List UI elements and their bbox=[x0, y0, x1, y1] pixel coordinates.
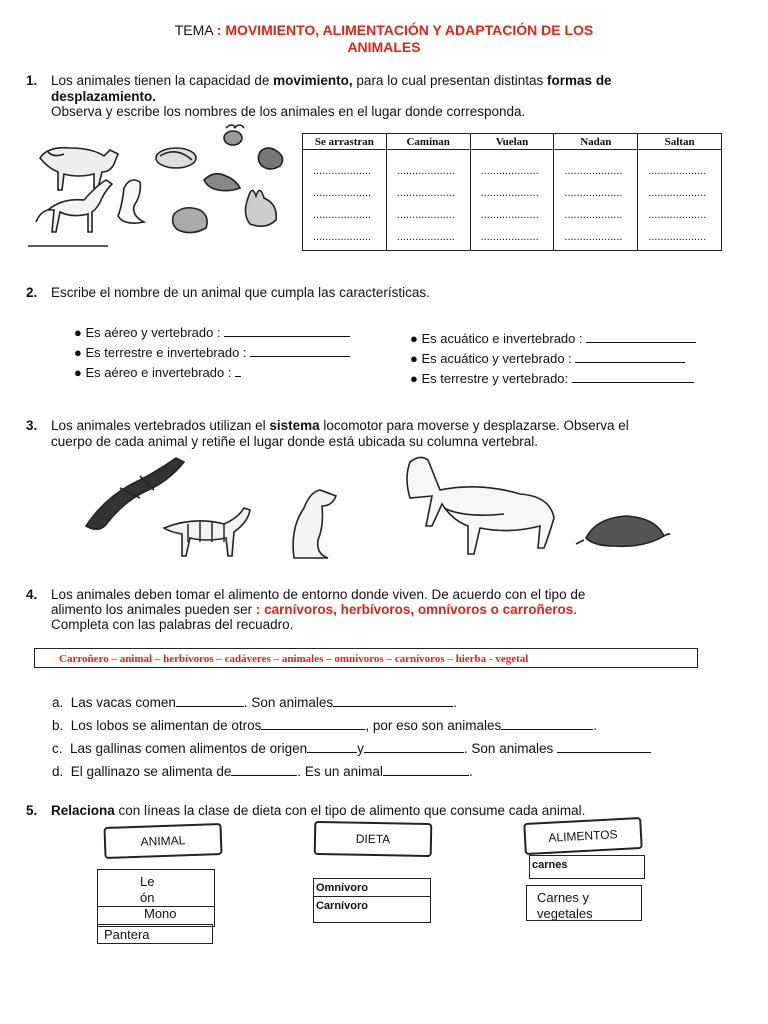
answer-cell-se-arrastran[interactable]: ................... ................... ................... ................... bbox=[303, 150, 387, 251]
q5-text: Relaciona con líneas la clase de dieta con el tipo de alimento que consume cada animal. bbox=[51, 803, 586, 818]
answer-cell-nadan[interactable]: ................... ................... ................... ................... bbox=[554, 150, 638, 251]
q4-item-d: d. El gallinazo se alimenta de . Es un animal . bbox=[52, 764, 473, 779]
animals-movement-illustration bbox=[28, 118, 300, 252]
answer-line[interactable] bbox=[224, 324, 350, 337]
animal-leon-part1: Le bbox=[140, 874, 155, 889]
q4-item-a: a. Las vacas comen . Son animales . bbox=[52, 695, 457, 710]
animal-pantera[interactable]: Pantera bbox=[97, 924, 213, 944]
header-alimentos: ALIMENTOS bbox=[523, 817, 643, 855]
q1-instruction: Observa y escribe los nombres de los animales en el lugar donde corresponda. bbox=[51, 104, 526, 119]
answer-line[interactable] bbox=[586, 330, 696, 343]
movement-table-header bbox=[303, 134, 722, 150]
header-animal: ANIMAL bbox=[103, 823, 222, 859]
answer-line[interactable] bbox=[176, 694, 244, 707]
title-line2: ANIMALES bbox=[347, 39, 421, 55]
page-title bbox=[0, 22, 768, 56]
answer-line[interactable] bbox=[557, 740, 651, 753]
answer-line[interactable] bbox=[307, 740, 357, 753]
movement-table bbox=[302, 133, 722, 251]
answer-line[interactable] bbox=[333, 694, 453, 707]
q2-item-left-3: ● Es aéreo e invertebrado : bbox=[74, 364, 241, 381]
q4-item-b: b. Los lobos se alimentan de otros , por eso son animales . bbox=[52, 718, 597, 733]
movement-table-body bbox=[303, 150, 722, 251]
animal-mono: Mono bbox=[144, 906, 177, 921]
q2-item-right-2: ● Es acuático y vertebrado : bbox=[410, 350, 685, 367]
answer-line[interactable] bbox=[231, 763, 297, 776]
col-nadan: Nadan bbox=[554, 134, 638, 150]
answer-cell-vuelan[interactable]: ................... ................... ................... ................... bbox=[470, 150, 554, 251]
animal-box[interactable] bbox=[97, 869, 215, 927]
dieta-carnivoro[interactable]: Carnívoro bbox=[313, 896, 431, 923]
answer-line[interactable] bbox=[235, 364, 241, 377]
q1-number: 1. bbox=[26, 73, 38, 88]
title-prefix: TEMA bbox=[174, 22, 217, 38]
q3-text-line2: cuerpo de cada animal y retiñe el lugar donde está ubicada su columna vertebral. bbox=[51, 434, 539, 449]
q2-item-left-2: ● Es terrestre e invertebrado : bbox=[74, 344, 350, 361]
answer-line[interactable] bbox=[501, 717, 593, 730]
q5-number: 5. bbox=[26, 803, 38, 818]
col-saltan: Saltan bbox=[638, 134, 722, 150]
q4-item-c: c. Las gallinas comen alimentos de origen y . Son animales bbox=[52, 740, 651, 757]
col-vuelan: Vuelan bbox=[470, 134, 554, 150]
answer-cell-caminan[interactable]: ................... ................... ................... ................... bbox=[386, 150, 470, 251]
answer-line[interactable] bbox=[383, 763, 469, 776]
vertebrate-animals-illustration bbox=[80, 448, 670, 568]
answer-cell-saltan[interactable]: ................... ................... ................... ................... bbox=[638, 150, 722, 251]
q3-number: 3. bbox=[26, 418, 38, 433]
answer-line[interactable] bbox=[364, 740, 464, 753]
q2-item-right-3: ● Es terrestre y vertebrado: bbox=[410, 370, 694, 387]
q3-text: Los animales vertebrados utilizan el sistema locomotor para moverse y desplazarse. Observa el bbox=[51, 418, 629, 433]
title-line1: MOVIMIENTO, ALIMENTACIÓN Y ADAPTACIÓN DE LOS bbox=[225, 22, 594, 38]
q1-text-bold: desplazamiento. bbox=[51, 89, 157, 104]
dieta-omnivoro[interactable]: Omnívoro bbox=[313, 878, 431, 897]
col-caminan: Caminan bbox=[386, 134, 470, 150]
answer-line[interactable] bbox=[261, 717, 365, 730]
col-se-arrastran: Se arrastran bbox=[303, 134, 387, 150]
header-dieta: DIETA bbox=[314, 821, 433, 857]
q2-text: Escribe el nombre de un animal que cumpla las características. bbox=[51, 285, 430, 300]
answer-line[interactable] bbox=[575, 350, 685, 363]
answer-line[interactable] bbox=[250, 344, 350, 357]
q2-item-left-1: ● Es aéreo y vertebrado : bbox=[74, 324, 350, 341]
q4-text-line3: Completa con las palabras del recuadro. bbox=[51, 617, 294, 632]
q2-number: 2. bbox=[26, 285, 38, 300]
q1-text: Los animales tienen la capacidad de movimiento, para lo cual presentan distintas formas de bbox=[51, 73, 612, 88]
q4-text-line1: Los animales deben tomar el alimento de entorno donde viven. De acuerdo con el tipo de bbox=[51, 587, 586, 602]
answer-line[interactable] bbox=[572, 370, 694, 383]
animal-leon-part2: ón bbox=[140, 890, 155, 905]
q4-number: 4. bbox=[26, 587, 38, 602]
alimento-carnes[interactable]: carnes bbox=[529, 855, 645, 879]
title-colon: : bbox=[216, 22, 226, 38]
q2-item-right-1: ● Es acuático e invertebrado : bbox=[410, 330, 696, 347]
word-bank-box: Carroñero – animal – herbívoros – cadáveres – animales – omnívoros – carnívoros – hierba - vegetal bbox=[34, 648, 698, 668]
alimento-carnes-vegetales[interactable]: Carnes y vegetales bbox=[526, 885, 642, 921]
q4-text-line2: alimento los animales pueden ser : carnívoros, herbívoros, omnívoros o carroñeros. bbox=[51, 602, 577, 617]
